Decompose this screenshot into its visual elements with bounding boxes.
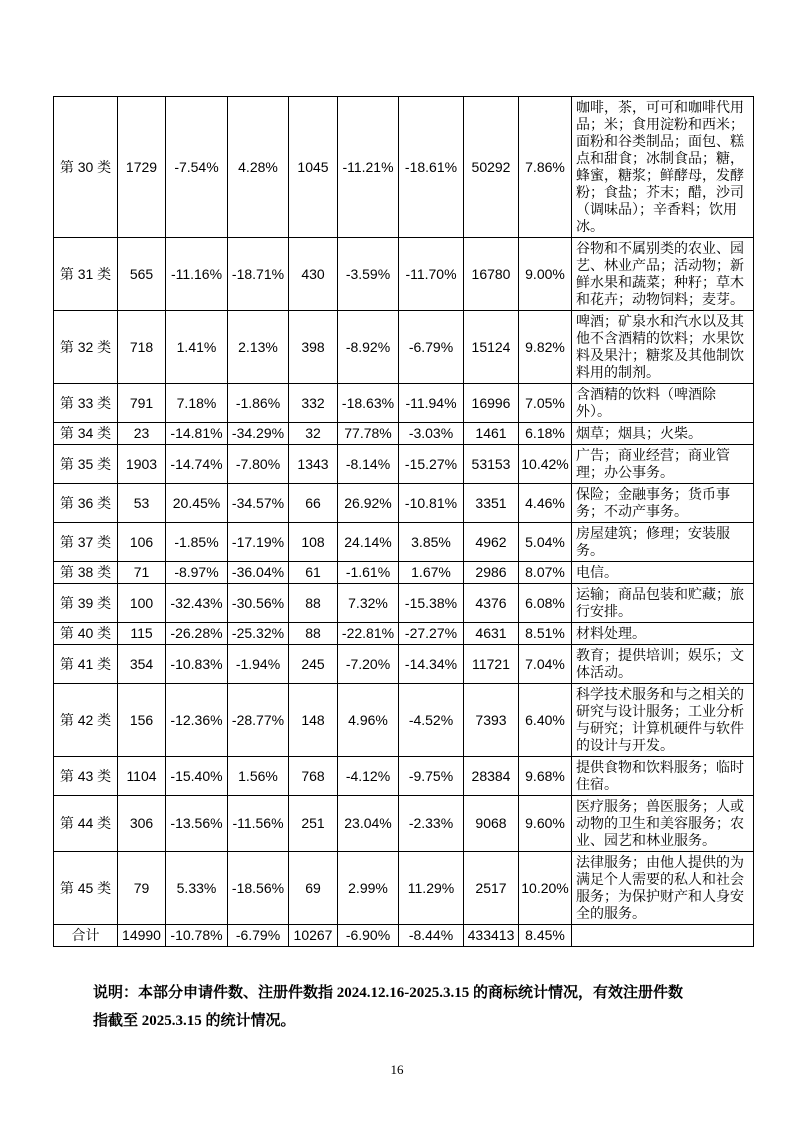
table-row [54,757,754,796]
cell-reg_mom: -4.12% [338,757,399,796]
table-body [54,97,754,947]
cell-reg_yoy: -27.27% [399,623,464,645]
cell-reg_yoy: -11.70% [399,238,464,311]
cell-valid: 7393 [464,684,519,757]
page-number: 16 [390,1062,404,1077]
cell-apply_yoy: -18.71% [228,238,289,311]
cell-reg: 88 [289,623,338,645]
cell-valid: 2517 [464,852,519,925]
cell-apply_mom: -8.97% [166,562,228,584]
cell-reg_mom: 2.99% [338,852,399,925]
cell-reg_mom: -22.81% [338,623,399,645]
cell-apply: 1903 [118,445,166,484]
cell-share: 5.04% [519,523,572,562]
cell-reg_yoy: -18.61% [399,97,464,238]
cell-category: 第 38 类 [54,562,118,584]
cell-apply: 306 [118,796,166,852]
cell-apply_yoy: -1.86% [228,384,289,423]
cell-reg: 430 [289,238,338,311]
cell-reg_mom: -8.92% [338,311,399,384]
table-row [54,852,754,925]
cell-apply: 53 [118,484,166,523]
cell-share: 6.08% [519,584,572,623]
cell-category: 第 42 类 [54,684,118,757]
cell-reg: 245 [289,645,338,684]
cell-apply_mom: -13.56% [166,796,228,852]
cell-reg_yoy: -2.33% [399,796,464,852]
cell-desc: 医疗服务；兽医服务；人或动物的卫生和美容服务；农业、园艺和林业服务。 [572,796,754,852]
cell-apply: 115 [118,623,166,645]
table-row [54,97,754,238]
cell-desc: 咖啡，茶，可可和咖啡代用品；米；食用淀粉和西米；面粉和谷类制品；面包、糕点和甜食；冰制食品；糖，蜂蜜，糖浆；鲜酵母，发酵粉；食盐；芥末；醋，沙司（调味品）；辛香料；饮用冰。 [572,97,754,238]
cell-apply_mom: 5.33% [166,852,228,925]
cell-valid: 50292 [464,97,519,238]
cell-apply_mom: -10.83% [166,645,228,684]
cell-apply: 354 [118,645,166,684]
cell-reg: 148 [289,684,338,757]
cell-reg_yoy: -9.75% [399,757,464,796]
cell-apply_yoy: -34.29% [228,423,289,445]
cell-reg_mom: 24.14% [338,523,399,562]
cell-apply_yoy: 4.28% [228,97,289,238]
cell-apply: 156 [118,684,166,757]
cell-reg_mom: -7.20% [338,645,399,684]
cell-share: 7.86% [519,97,572,238]
cell-reg_mom: -8.14% [338,445,399,484]
table-row [54,562,754,584]
cell-share: 7.05% [519,384,572,423]
cell-apply: 718 [118,311,166,384]
cell-apply_mom: -1.85% [166,523,228,562]
cell-reg_mom: 23.04% [338,796,399,852]
cell-apply: 791 [118,384,166,423]
cell-desc: 保险；金融事务；货币事务；不动产事务。 [572,484,754,523]
cell-share: 9.82% [519,311,572,384]
cell-reg: 69 [289,852,338,925]
cell-apply_mom: -14.74% [166,445,228,484]
cell-desc [572,925,754,947]
cell-apply: 1729 [118,97,166,238]
cell-apply_yoy: -36.04% [228,562,289,584]
cell-valid: 433413 [464,925,519,947]
cell-share: 6.18% [519,423,572,445]
cell-reg: 88 [289,584,338,623]
cell-apply: 14990 [118,925,166,947]
table-row [54,796,754,852]
cell-valid: 3351 [464,484,519,523]
cell-category: 第 30 类 [54,97,118,238]
cell-reg: 398 [289,311,338,384]
cell-apply: 565 [118,238,166,311]
cell-reg_yoy: 11.29% [399,852,464,925]
cell-share: 4.46% [519,484,572,523]
cell-apply_mom: -15.40% [166,757,228,796]
cell-apply_mom: -12.36% [166,684,228,757]
cell-reg: 251 [289,796,338,852]
cell-share: 8.45% [519,925,572,947]
cell-reg: 1045 [289,97,338,238]
cell-apply_yoy: -34.57% [228,484,289,523]
table-row [54,238,754,311]
cell-reg_yoy: 3.85% [399,523,464,562]
cell-apply_mom: -14.81% [166,423,228,445]
cell-category: 第 34 类 [54,423,118,445]
cell-reg_yoy: -14.34% [399,645,464,684]
cell-reg_yoy: -6.79% [399,311,464,384]
cell-valid: 4962 [464,523,519,562]
cell-reg: 768 [289,757,338,796]
cell-apply_mom: -32.43% [166,584,228,623]
cell-desc: 教育；提供培训；娱乐；文体活动。 [572,645,754,684]
cell-apply_yoy: -11.56% [228,796,289,852]
cell-reg: 61 [289,562,338,584]
cell-reg_mom: -18.63% [338,384,399,423]
cell-reg_mom: 4.96% [338,684,399,757]
cell-category: 第 40 类 [54,623,118,645]
cell-apply_yoy: -25.32% [228,623,289,645]
table-row [54,584,754,623]
cell-category: 第 39 类 [54,584,118,623]
cell-category: 第 44 类 [54,796,118,852]
cell-apply_mom: -11.16% [166,238,228,311]
cell-reg: 108 [289,523,338,562]
cell-category: 第 36 类 [54,484,118,523]
cell-category: 合计 [54,925,118,947]
table-row [54,484,754,523]
cell-apply: 71 [118,562,166,584]
cell-reg_yoy: -15.27% [399,445,464,484]
cell-category: 第 37 类 [54,523,118,562]
cell-reg_mom: -1.61% [338,562,399,584]
cell-apply_yoy: -18.56% [228,852,289,925]
table-row [54,384,754,423]
cell-apply_yoy: -1.94% [228,645,289,684]
cell-share: 8.07% [519,562,572,584]
cell-apply_mom: 1.41% [166,311,228,384]
table-row [54,311,754,384]
cell-reg_mom: 7.32% [338,584,399,623]
cell-desc: 含酒精的饮料（啤酒除外）。 [572,384,754,423]
trademark-stats-table [53,96,754,947]
cell-reg_yoy: -8.44% [399,925,464,947]
cell-apply_mom: -7.54% [166,97,228,238]
cell-share: 6.40% [519,684,572,757]
cell-reg_mom: -6.90% [338,925,399,947]
cell-reg_mom: 77.78% [338,423,399,445]
cell-apply_yoy: -7.80% [228,445,289,484]
cell-desc: 广告；商业经营；商业管理；办公事务。 [572,445,754,484]
cell-valid: 15124 [464,311,519,384]
cell-desc: 电信。 [572,562,754,584]
cell-reg_mom: -11.21% [338,97,399,238]
cell-category: 第 45 类 [54,852,118,925]
cell-apply: 79 [118,852,166,925]
cell-valid: 53153 [464,445,519,484]
table-row [54,445,754,484]
cell-reg: 1343 [289,445,338,484]
cell-desc: 科学技术服务和与之相关的研究与设计服务；工业分析与研究；计算机硬件与软件的设计与开发。 [572,684,754,757]
cell-reg_yoy: -4.52% [399,684,464,757]
cell-valid: 9068 [464,796,519,852]
cell-valid: 1461 [464,423,519,445]
cell-reg: 10267 [289,925,338,947]
cell-valid: 16780 [464,238,519,311]
cell-apply_yoy: -28.77% [228,684,289,757]
cell-share: 9.60% [519,796,572,852]
cell-apply_yoy: -6.79% [228,925,289,947]
total-row [54,925,754,947]
cell-category: 第 32 类 [54,311,118,384]
cell-category: 第 43 类 [54,757,118,796]
cell-reg_yoy: -11.94% [399,384,464,423]
cell-valid: 11721 [464,645,519,684]
cell-apply_yoy: -30.56% [228,584,289,623]
cell-desc: 运输；商品包装和贮藏；旅行安排。 [572,584,754,623]
cell-valid: 4376 [464,584,519,623]
cell-desc: 啤酒；矿泉水和汽水以及其他不含酒精的饮料；水果饮料及果汁；糖浆及其他制饮料用的制剂。 [572,311,754,384]
cell-valid: 16996 [464,384,519,423]
cell-valid: 28384 [464,757,519,796]
cell-apply_mom: -26.28% [166,623,228,645]
cell-reg: 66 [289,484,338,523]
cell-reg_yoy: -10.81% [399,484,464,523]
cell-reg: 32 [289,423,338,445]
cell-reg_yoy: 1.67% [399,562,464,584]
cell-apply_mom: 20.45% [166,484,228,523]
table-row [54,623,754,645]
cell-desc: 烟草；烟具；火柴。 [572,423,754,445]
cell-category: 第 33 类 [54,384,118,423]
cell-share: 10.42% [519,445,572,484]
cell-apply: 23 [118,423,166,445]
cell-apply_yoy: -17.19% [228,523,289,562]
table-row [54,423,754,445]
cell-apply: 100 [118,584,166,623]
table-row [54,684,754,757]
cell-reg_yoy: -3.03% [399,423,464,445]
cell-reg_yoy: -15.38% [399,584,464,623]
cell-apply_yoy: 2.13% [228,311,289,384]
cell-category: 第 41 类 [54,645,118,684]
cell-desc: 提供食物和饮料服务；临时住宿。 [572,757,754,796]
cell-valid: 4631 [464,623,519,645]
cell-apply_mom: -10.78% [166,925,228,947]
cell-desc: 材料处理。 [572,623,754,645]
cell-apply: 1104 [118,757,166,796]
cell-share: 9.68% [519,757,572,796]
cell-reg_mom: -3.59% [338,238,399,311]
cell-desc: 谷物和不属别类的农业、园艺、林业产品；活动物；新鲜水果和蔬菜；种籽；草木和花卉；动物饲料；麦芽。 [572,238,754,311]
note-text: 说明：本部分申请件数、注册件数指 2024.12.16-2025.3.15 的商标统计情况，有效注册件数指截至 2025.3.15 的统计情况。 [93,985,683,1029]
cell-share: 7.04% [519,645,572,684]
cell-category: 第 31 类 [54,238,118,311]
cell-reg: 332 [289,384,338,423]
cell-apply: 106 [118,523,166,562]
cell-valid: 2986 [464,562,519,584]
table-row [54,523,754,562]
cell-share: 9.00% [519,238,572,311]
cell-desc: 房屋建筑；修理；安装服务。 [572,523,754,562]
cell-apply_mom: 7.18% [166,384,228,423]
cell-share: 8.51% [519,623,572,645]
cell-apply_yoy: 1.56% [228,757,289,796]
table-row [54,645,754,684]
cell-category: 第 35 类 [54,445,118,484]
cell-reg_mom: 26.92% [338,484,399,523]
cell-share: 10.20% [519,852,572,925]
cell-desc: 法律服务；由他人提供的为满足个人需要的私人和社会服务；为保护财产和人身安全的服务。 [572,852,754,925]
